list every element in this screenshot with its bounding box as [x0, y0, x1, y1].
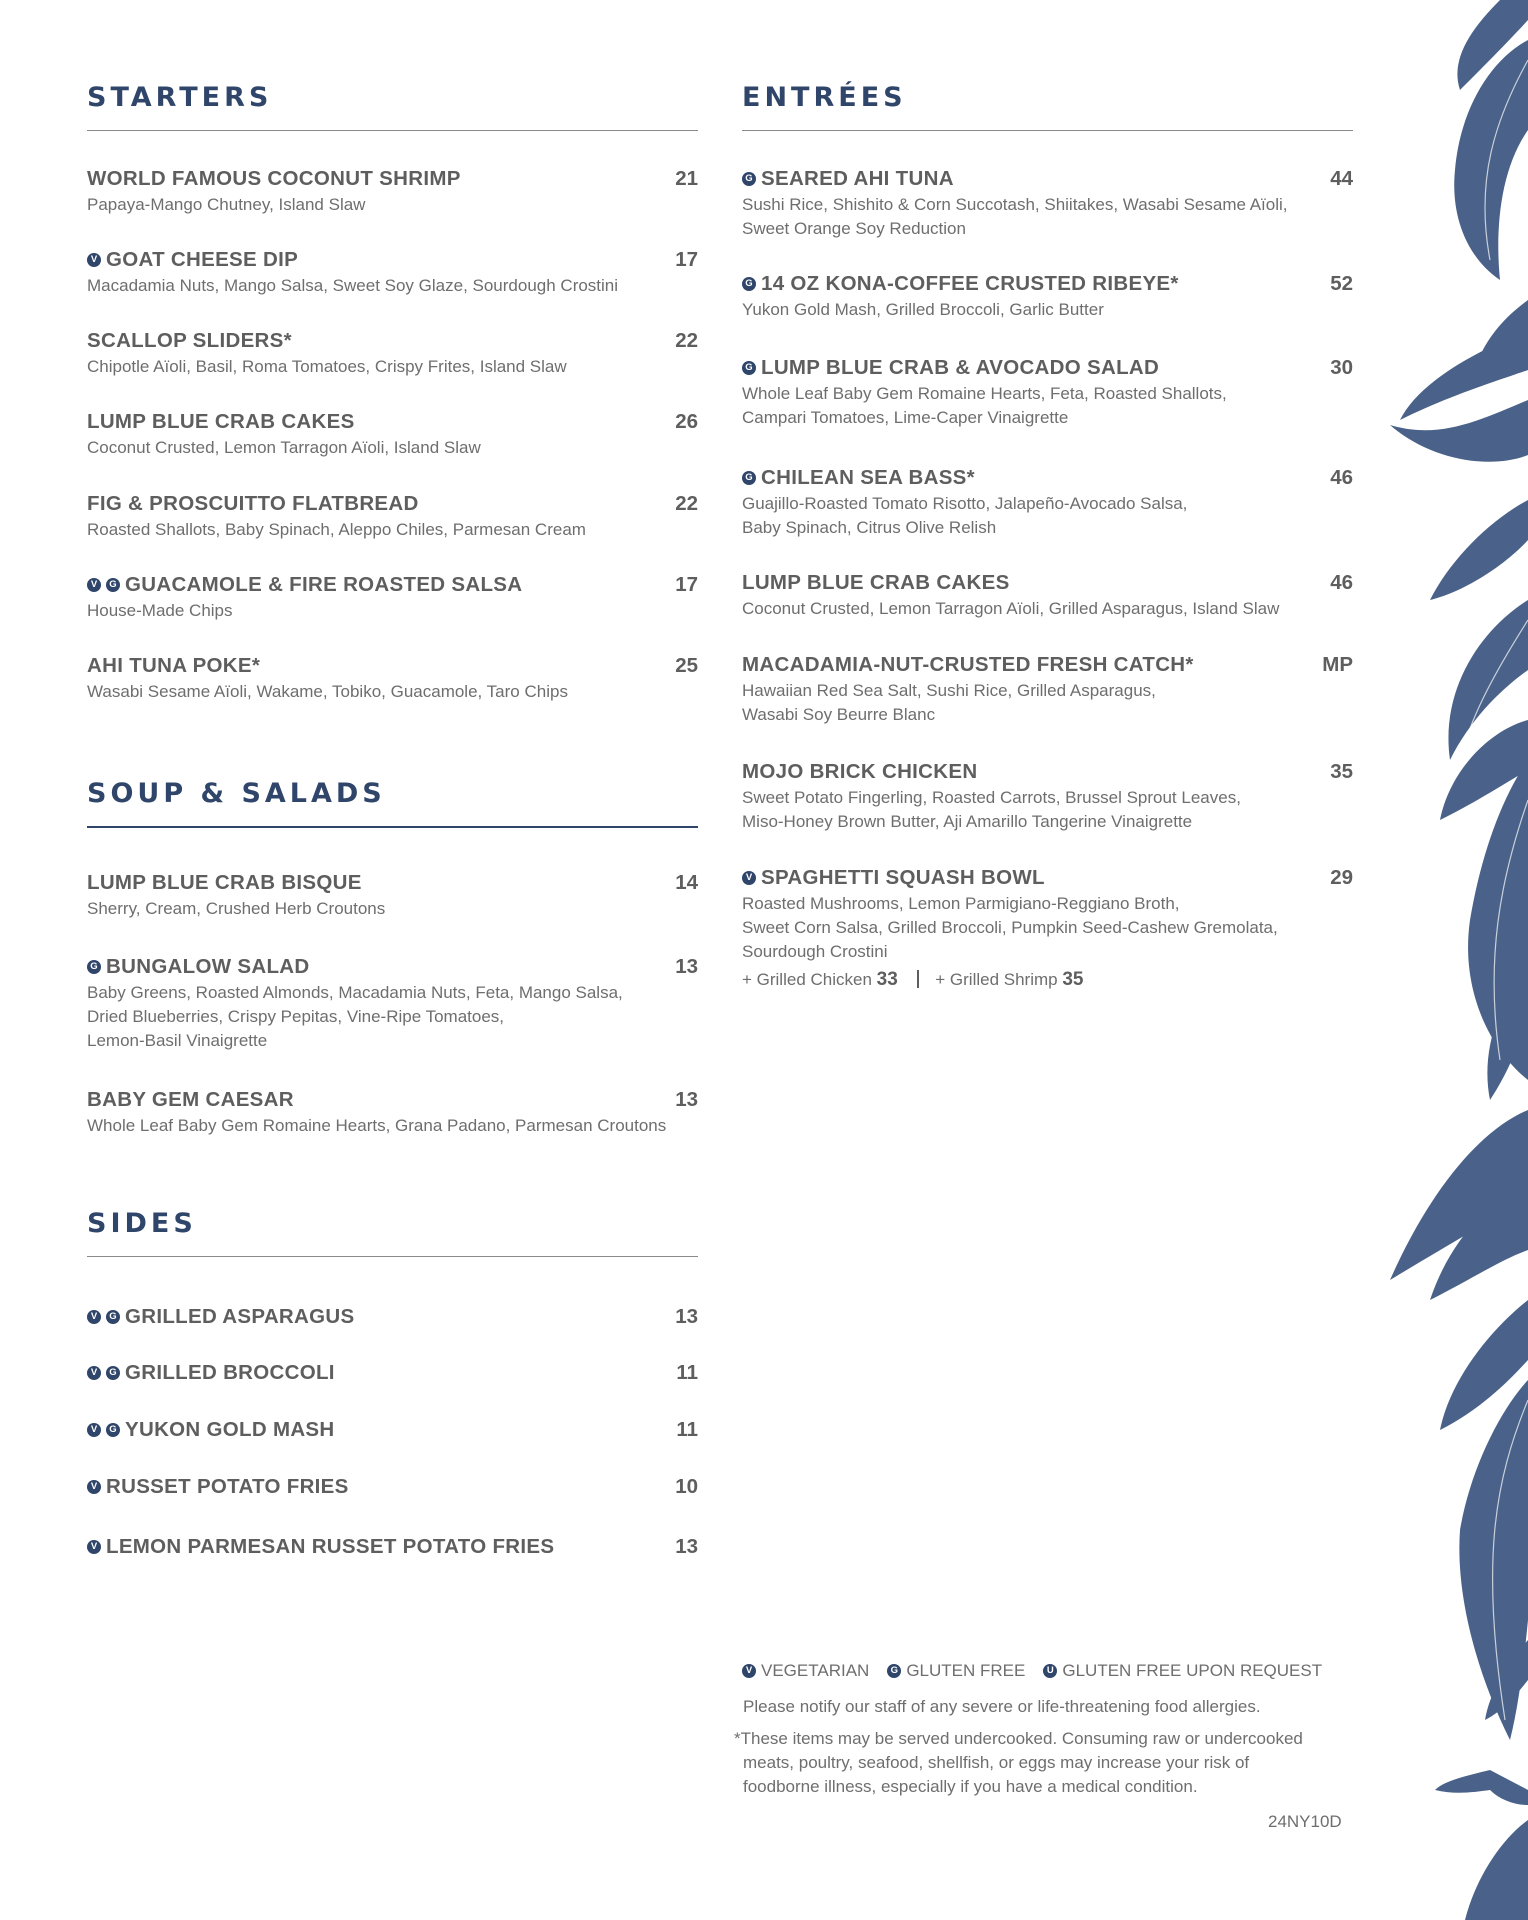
menu-item	[87, 1416, 698, 1444]
menu-item-price: 30	[1330, 356, 1353, 379]
addon-chicken-label: + Grilled Chicken	[742, 970, 872, 989]
menu-item-header	[87, 246, 698, 274]
menu-item-price: 11	[676, 1361, 698, 1384]
disclaimer-line: *These items may be served undercooked. Consuming raw or undercooked	[734, 1729, 1303, 1748]
menu-item-header	[742, 354, 1353, 382]
menu-item-price: 26	[675, 410, 698, 433]
description-line: Sushi Rice, Shishito & Corn Succotash, Shiitakes, Wasabi Sesame Aïoli,	[742, 195, 1288, 214]
menu-item	[742, 569, 1353, 621]
menu-item-name: MOJO BRICK CHICKEN	[742, 760, 978, 783]
menu-item-description	[87, 599, 698, 623]
allergy-note: Please notify our staff of any severe or life-threatening food allergies.	[743, 1697, 1261, 1716]
vegetarian-badge-icon: V	[87, 1423, 101, 1437]
menu-item-price: 17	[675, 248, 698, 271]
menu-item-name: SCALLOP SLIDERS*	[87, 329, 292, 352]
menu-item-name: RUSSET POTATO FRIES	[106, 1475, 349, 1498]
menu-item-description	[742, 382, 1353, 430]
menu-item-header	[87, 1473, 698, 1501]
description-line: Sweet Potato Fingerling, Roasted Carrots, Brussel Sprout Leaves,	[742, 788, 1241, 807]
vegetarian-badge-icon: V	[742, 871, 756, 885]
menu-item-price: 25	[675, 654, 698, 677]
menu-item-description	[742, 298, 1353, 322]
description-line: Miso-Honey Brown Butter, Aji Amarillo Tangerine Vinaigrette	[742, 812, 1193, 831]
menu-item-price: 44	[1330, 167, 1353, 190]
vegetarian-badge-icon: V	[742, 1664, 756, 1678]
menu-item-price: 17	[675, 573, 698, 596]
menu-item	[87, 490, 698, 542]
menu-item	[87, 571, 698, 623]
menu-item-price: 46	[1330, 466, 1353, 489]
description-line: Chipotle Aïoli, Basil, Roma Tomatoes, Crispy Frites, Island Slaw	[87, 357, 567, 376]
menu-item-description	[742, 492, 1353, 540]
disclaimer-line: foodborne illness, especially if you have a medical condition.	[743, 1777, 1198, 1796]
description-line: Sweet Corn Salsa, Grilled Broccoli, Pumpkin Seed-Cashew Gremolata,	[742, 918, 1278, 937]
menu-item	[87, 246, 698, 298]
addon-shrimp-label: + Grilled Shrimp	[935, 970, 1058, 989]
menu-item-header	[87, 869, 698, 897]
menu-item-header	[87, 490, 698, 518]
menu-code: 24NY10D	[1268, 1812, 1342, 1831]
menu-item-name: FIG & PROSCUITTO FLATBREAD	[87, 492, 419, 515]
menu-item-header	[87, 408, 698, 436]
menu-item-name: BABY GEM CAESAR	[87, 1088, 294, 1111]
menu-item	[87, 1359, 698, 1387]
menu-item-name: LEMON PARMESAN RUSSET POTATO FRIES	[106, 1535, 555, 1558]
menu-item	[87, 327, 698, 379]
menu-item	[87, 869, 698, 921]
menu-item-price: 13	[675, 1088, 698, 1111]
menu-item-header	[742, 758, 1353, 786]
menu-item	[742, 464, 1353, 540]
menu-item-header	[87, 652, 698, 680]
menu-item	[87, 1086, 698, 1138]
menu-item	[742, 651, 1353, 727]
description-line: Baby Greens, Roasted Almonds, Macadamia Nuts, Feta, Mango Salsa,	[87, 983, 623, 1002]
menu-item-description	[742, 679, 1353, 727]
menu-item-description	[742, 786, 1353, 834]
menu-item-name: SPAGHETTI SQUASH BOWL	[761, 866, 1045, 889]
description-line: Whole Leaf Baby Gem Romaine Hearts, Grana Padano, Parmesan Croutons	[87, 1116, 667, 1135]
legend-label: GLUTEN FREE UPON REQUEST	[1062, 1661, 1323, 1680]
menu-item-name: 14 OZ KONA-COFFEE CRUSTED RIBEYE*	[761, 272, 1179, 295]
starters-divider	[87, 130, 698, 131]
menu-item-name: CHILEAN SEA BASS*	[761, 466, 975, 489]
menu-item-header	[742, 464, 1353, 492]
sides-heading: SIDES	[87, 1208, 197, 1239]
menu-item-description	[87, 680, 698, 704]
description-line: House-Made Chips	[87, 601, 233, 620]
description-line: Coconut Crusted, Lemon Tarragon Aïoli, Grilled Asparagus, Island Slaw	[742, 599, 1280, 618]
vegetarian-badge-icon: V	[87, 578, 101, 592]
legend-vegetarian	[742, 1661, 869, 1681]
menu-item-header	[87, 327, 698, 355]
gluten-free-badge-icon: G	[742, 277, 756, 291]
menu-item	[742, 758, 1353, 834]
description-line: Coconut Crusted, Lemon Tarragon Aïoli, Island Slaw	[87, 438, 481, 457]
menu-item	[742, 270, 1353, 322]
menu-item-name: BUNGALOW SALAD	[106, 955, 310, 978]
gluten-free-badge-icon: G	[887, 1664, 901, 1678]
menu-item-price: 11	[676, 1418, 698, 1441]
gluten-free-badge-icon: G	[87, 960, 101, 974]
menu-item-price: 21	[675, 167, 698, 190]
menu-item-header	[87, 1359, 698, 1387]
description-line: Sweet Orange Soy Reduction	[742, 219, 966, 238]
description-line: Campari Tomatoes, Lime-Caper Vinaigrette	[742, 408, 1069, 427]
gluten-free-badge-icon: G	[742, 172, 756, 186]
menu-item-description	[742, 193, 1353, 241]
menu-item-description	[87, 1114, 698, 1138]
addon-chicken-price: 33	[876, 969, 898, 990]
menu-item-header	[742, 165, 1353, 193]
entrees-heading: ENTRÉES	[742, 82, 907, 113]
legend-gluten-free-upon-request	[1043, 1661, 1322, 1681]
description-line: Lemon-Basil Vinaigrette	[87, 1031, 268, 1050]
menu-item-name: WORLD FAMOUS COCONUT SHRIMP	[87, 167, 461, 190]
description-line: Baby Spinach, Citrus Olive Relish	[742, 518, 997, 537]
gluten-free-badge-icon: G	[106, 578, 120, 592]
menu-item-name: GRILLED ASPARAGUS	[125, 1305, 355, 1328]
menu-item-header	[87, 1086, 698, 1114]
menu-item	[87, 953, 698, 1053]
menu-item-price: 13	[675, 1305, 698, 1328]
menu-item-header	[742, 569, 1353, 597]
description-line: Yukon Gold Mash, Grilled Broccoli, Garlic Butter	[742, 300, 1104, 319]
menu-item-name: LUMP BLUE CRAB CAKES	[87, 410, 355, 433]
menu-item-description	[87, 981, 698, 1053]
menu-item-price: 52	[1330, 272, 1353, 295]
soup-salads-heading: SOUP & SALADS	[87, 778, 386, 809]
vegetarian-badge-icon: V	[87, 1480, 101, 1494]
menu-item-price: 22	[675, 329, 698, 352]
menu-item-header	[87, 1416, 698, 1444]
menu-item-description	[742, 597, 1353, 621]
description-line: Sherry, Cream, Crushed Herb Croutons	[87, 899, 386, 918]
gluten-free-badge-icon: G	[106, 1310, 120, 1324]
description-line: Whole Leaf Baby Gem Romaine Hearts, Feta, Roasted Shallots,	[742, 384, 1227, 403]
menu-item-header	[87, 953, 698, 981]
legend-gluten-free	[887, 1661, 1025, 1681]
menu-item	[742, 354, 1353, 430]
menu-item	[742, 165, 1353, 241]
soup-salads-divider	[87, 826, 698, 828]
undercooked-disclaimer	[734, 1727, 1303, 1799]
menu-item-name: GUACAMOLE & FIRE ROASTED SALSA	[125, 573, 523, 596]
starters-heading: STARTERS	[87, 82, 273, 113]
menu-item	[87, 1473, 698, 1501]
menu-item-name: LUMP BLUE CRAB BISQUE	[87, 871, 362, 894]
sides-divider	[87, 1256, 698, 1257]
description-line: Macadamia Nuts, Mango Salsa, Sweet Soy Glaze, Sourdough Crostini	[87, 276, 619, 295]
description-line: Papaya-Mango Chutney, Island Slaw	[87, 195, 366, 214]
menu-item-header	[87, 1533, 698, 1561]
vegetarian-badge-icon: V	[87, 1310, 101, 1324]
menu-item-name: AHI TUNA POKE*	[87, 654, 261, 677]
gluten-free-badge-icon: G	[742, 361, 756, 375]
vegetarian-badge-icon: V	[87, 1366, 101, 1380]
menu-item-header	[742, 651, 1353, 679]
menu-item-price: 29	[1330, 866, 1353, 889]
menu-item-name: LUMP BLUE CRAB CAKES	[742, 571, 1010, 594]
menu-item	[742, 864, 1353, 964]
gluten-free-badge-icon: G	[106, 1423, 120, 1437]
menu-item-description	[87, 518, 698, 542]
menu-item-description	[87, 274, 698, 298]
gluten-free-request-badge-icon: U	[1043, 1664, 1057, 1678]
disclaimer-line: meats, poultry, seafood, shellfish, or eggs may increase your risk of	[743, 1753, 1250, 1772]
menu-item-header	[742, 864, 1353, 892]
description-line: Hawaiian Red Sea Salt, Sushi Rice, Grilled Asparagus,	[742, 681, 1156, 700]
menu-item-name: GOAT CHEESE DIP	[106, 248, 299, 271]
menu-item-price: MP	[1322, 653, 1353, 676]
menu-item	[87, 165, 698, 217]
menu-item-price: 10	[675, 1475, 698, 1498]
entrees-divider	[742, 130, 1353, 131]
menu-item-price: 46	[1330, 571, 1353, 594]
menu-item	[87, 652, 698, 704]
menu-item-name: MACADAMIA-NUT-CRUSTED FRESH CATCH*	[742, 653, 1194, 676]
menu-item-price: 14	[675, 871, 698, 894]
menu-item-header	[87, 1303, 698, 1331]
menu-item-description	[87, 897, 698, 921]
description-line: Dried Blueberries, Crispy Pepitas, Vine-Ripe Tomatoes,	[87, 1007, 505, 1026]
description-line: Wasabi Soy Beurre Blanc	[742, 705, 936, 724]
tropical-leaf-border	[1380, 0, 1528, 1920]
menu-item-header	[742, 270, 1353, 298]
menu-item-name: YUKON GOLD MASH	[125, 1418, 335, 1441]
legend-label: GLUTEN FREE	[906, 1661, 1026, 1680]
menu-item	[87, 1533, 698, 1561]
menu-item-name: SEARED AHI TUNA	[761, 167, 954, 190]
legend-label: VEGETARIAN	[761, 1661, 870, 1680]
description-line: Roasted Shallots, Baby Spinach, Aleppo Chiles, Parmesan Cream	[87, 520, 586, 539]
description-line: Guajillo-Roasted Tomato Risotto, Jalapeño-Avocado Salsa,	[742, 494, 1188, 513]
menu-item-name: GRILLED BROCCOLI	[125, 1361, 335, 1384]
menu-item-description	[742, 892, 1353, 964]
vegetarian-badge-icon: V	[87, 253, 101, 267]
vegetarian-badge-icon: V	[87, 1540, 101, 1554]
menu-item-description	[87, 355, 698, 379]
addon-separator	[917, 970, 919, 988]
description-line: Wasabi Sesame Aïoli, Wakame, Tobiko, Guacamole, Taro Chips	[87, 682, 568, 701]
menu-item-price: 13	[675, 955, 698, 978]
dietary-legend	[742, 1661, 1322, 1681]
description-line: Roasted Mushrooms, Lemon Parmigiano-Reggiano Broth,	[742, 894, 1180, 913]
gluten-free-badge-icon: G	[742, 471, 756, 485]
addon-shrimp-price: 35	[1062, 969, 1084, 990]
menu-item-price: 22	[675, 492, 698, 515]
menu-item-description	[87, 193, 698, 217]
menu-item-header	[87, 571, 698, 599]
menu-item-name: LUMP BLUE CRAB & AVOCADO SALAD	[761, 356, 1160, 379]
menu-item	[87, 408, 698, 460]
gluten-free-badge-icon: G	[106, 1366, 120, 1380]
entree-addons	[742, 969, 1084, 991]
menu-item-price: 13	[675, 1535, 698, 1558]
menu-item-header	[87, 165, 698, 193]
menu-item	[87, 1303, 698, 1331]
menu-item-description	[87, 436, 698, 460]
menu-item-price: 35	[1330, 760, 1353, 783]
description-line: Sourdough Crostini	[742, 942, 888, 961]
